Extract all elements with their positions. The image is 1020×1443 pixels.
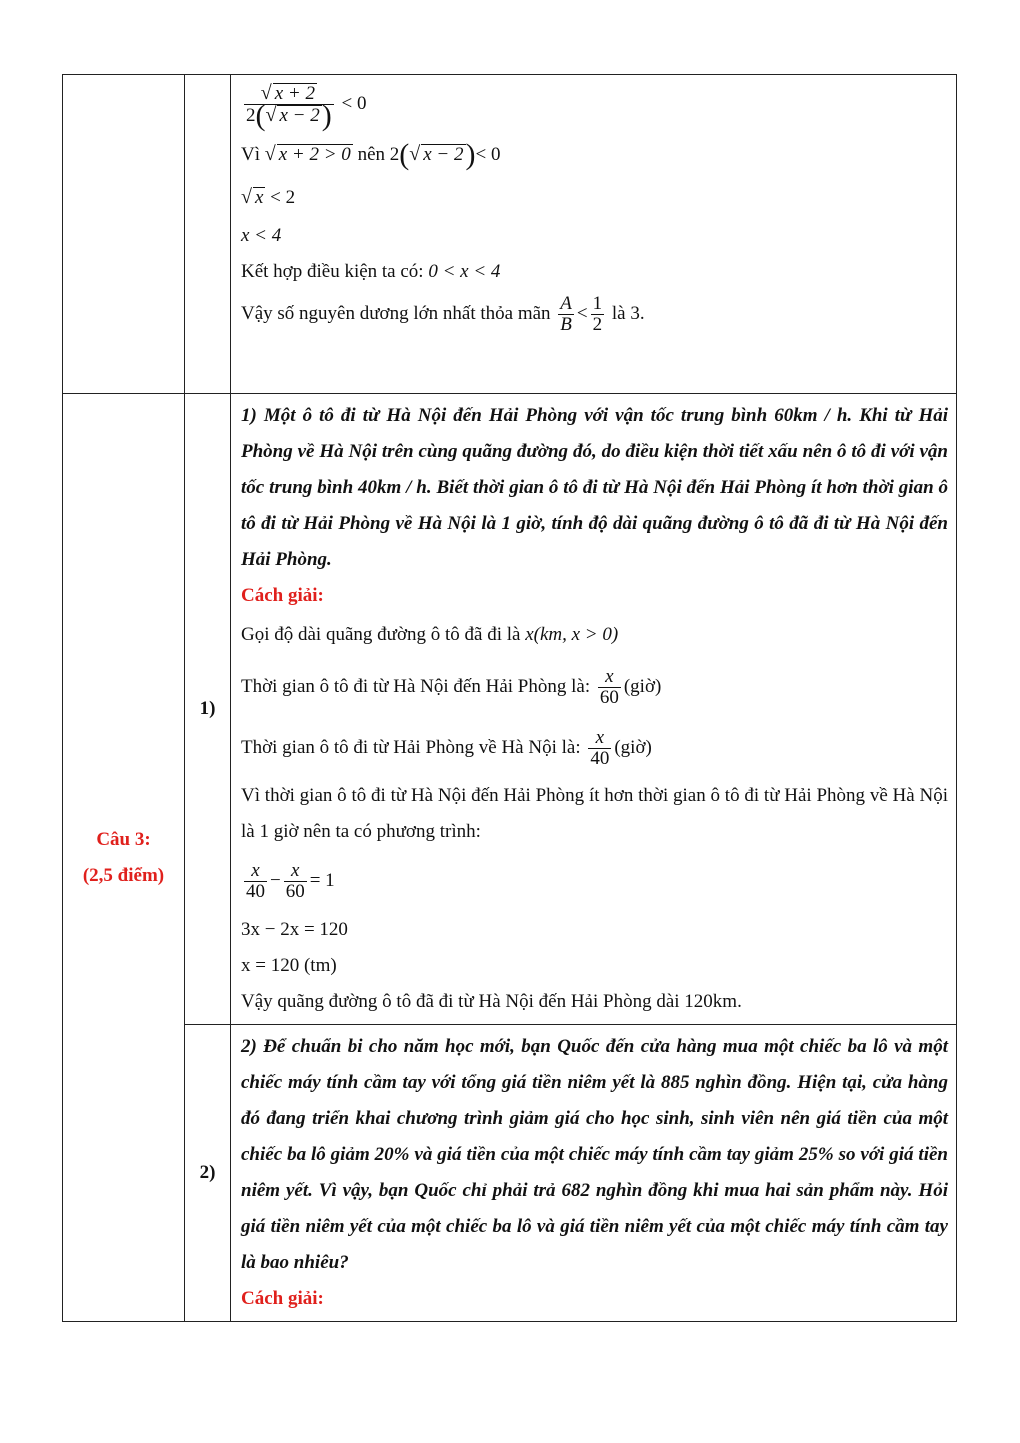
line-time-2: Thời gian ô tô đi từ Hải Phòng về Hà Nội là: $\frac{x}{40}$ (giờ) bbox=[241, 727, 652, 770]
inequality-fraction-line: $\frac{√ x + 2}{2(√ x - 2)}$ < 0 bbox=[246, 82, 367, 132]
line-goi: Gọi độ dài quãng đường ô tô đã đi là x(km, x > 0) bbox=[241, 624, 619, 645]
part-2-label: 2) bbox=[185, 1025, 231, 1322]
line-vi-equation: Vì thời gian ô tô đi từ Hà Nội đến Hải Phòng ít hơn thời gian ô tô đi từ Hải Phòng về Hà Nội là 1 giờ nên ta có phương trình: bbox=[241, 785, 948, 842]
answer-sheet bbox=[62, 74, 957, 1314]
row-continuation bbox=[63, 75, 957, 394]
cell-continuation-solution bbox=[231, 75, 957, 394]
part-1-cach-giai: Cách giải: bbox=[241, 585, 324, 606]
line-time-1: Thời gian ô tô đi từ Hà Nội đến Hải Phòng là: $\frac{x}{60}$ (giờ) bbox=[241, 666, 662, 709]
part-1-conclusion: Vậy quãng đường ô tô đã đi từ Hà Nội đến Hải Phòng dài 120km. bbox=[241, 991, 742, 1012]
row-cau3-part2 bbox=[63, 1025, 957, 1322]
question-points: (2,5 điểm) bbox=[82, 864, 165, 886]
question-title: Câu 3: bbox=[96, 828, 151, 850]
part-1-label: 1) bbox=[185, 394, 231, 1025]
part-2-problem: 2) Để chuẩn bi cho năm học mới, bạn Quốc đến cửa hàng mua một chiếc ba lô và một chiếc máy tính cầm tay với tổng giá tiền niêm yết là 885 nghìn đồng. Hiện tại, cửa hàng đó đang triển khai chương trình giảm giá cho học sinh, sinh viên nên giá tiền của một chiếc ba lô giảm 20% và giá tiền của một chiếc máy tính cầm tay giảm 25% so với giá tiền niêm yết. Vì vậy, bạn Quốc chỉ phải trả 682 nghìn đồng khi mua hai sản phẩm này. Hỏi giá tiền niêm yết của một chiếc ba lô và giá tiền niêm yết của một chiếc máy tính cầm tay là bao nhiêu? bbox=[241, 1036, 948, 1273]
row-cau3-part1 bbox=[63, 394, 957, 1025]
line-sqrt-lt-2: √ x < 2 bbox=[241, 186, 296, 208]
part-2-solution bbox=[231, 1025, 957, 1322]
line-vi: Vì √ x + 2 > 0 nên 2(√ x − 2)< 0 bbox=[241, 138, 501, 171]
line-vay: Vậy số nguyên dương lớn nhất thỏa mãn $\frac{A}{B}$ < $\frac{1}{2}$ là 3. bbox=[241, 293, 645, 336]
cell-empty-part bbox=[185, 75, 231, 394]
equation-2: 3x − 2x = 120 bbox=[241, 919, 348, 940]
line-ket-hop: Kết hợp điều kiện ta có: 0 < x < 4 bbox=[241, 261, 501, 282]
part-1-problem: 1) Một ô tô đi từ Hà Nội đến Hải Phòng với vận tốc trung bình 60km / h. Khi từ Hải Phòng về Hà Nội trên cùng quãng đường đó, do điều kiện thời tiết xấu nên ô tô đi với vận tốc trung bình 40km / h. Biết thời gian ô tô đi từ Hà Nội đến Hải Phòng ít hơn thời gian ô tô đi từ Hải Phòng về Hà Nội là 1 giờ, tính độ dài quãng đường ô tô đã đi từ Hà Nội đến Hải Phòng. bbox=[241, 405, 948, 570]
line-x-lt-4: x < 4 bbox=[241, 225, 282, 246]
part-2-cach-giai: Cách giải: bbox=[241, 1288, 324, 1309]
cell-empty-question bbox=[63, 75, 185, 394]
fraction-sqrt-x: $\frac{√ x + 2}{2(√ x - 2)}$ bbox=[246, 82, 332, 132]
part-1-solution bbox=[231, 394, 957, 1025]
cell-question-label bbox=[63, 394, 185, 1322]
solution-table bbox=[62, 74, 957, 1322]
equation-3: x = 120 (tm) bbox=[241, 955, 337, 976]
equation-1: $\frac{x}{40}$ − $\frac{x}{60}$ = 1 bbox=[246, 860, 335, 903]
